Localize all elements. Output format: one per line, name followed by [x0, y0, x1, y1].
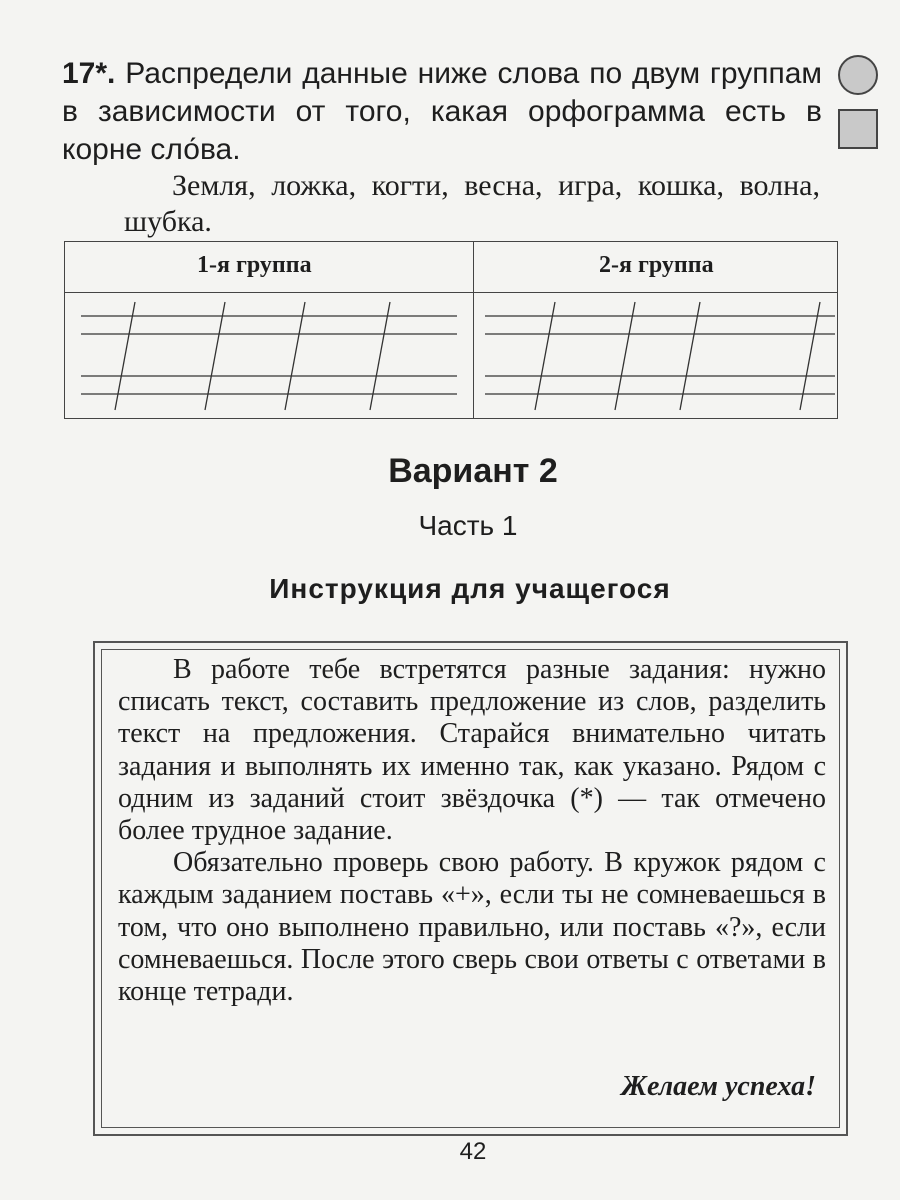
task-text: Распредели данные ниже слова по двум группам в зависимости от того, какая орфограмма есть в корне сло́ва.: [62, 57, 823, 166]
group-2-header: 2-я группа: [599, 252, 714, 278]
instruction-paragraph-2: Обязательно проверь свою работу. В кружок рядом с каждым заданием поставь «+», если ты не сомневаешься в том, что оно выполнено правильно, или поставь «?», если сомневаешься. После этого сверь свои ответы с ответами в конце тетради.: [118, 847, 826, 1008]
groups-table: [64, 241, 838, 419]
check-square-icon[interactable]: [838, 109, 878, 149]
instruction-paragraph-1: В работе тебе встретятся разные задания: нужно списать текст, составить предложение из слов, разделить текст на предложения. Старайся внимательно читать задания и выполнять их именно так, как указано. Рядом с одним из заданий стоит звёздочка (*) — так отмечено более трудное задание.: [118, 654, 826, 847]
task-number: 17*.: [62, 57, 116, 90]
word-list: Земля, ложка, когти, весна, игра, кошка, волна, шубка.: [124, 169, 820, 238]
wish-text: Желаем успеха!: [621, 1071, 816, 1102]
variant-title: Вариант 2: [388, 452, 558, 490]
writing-lines[interactable]: [65, 292, 837, 418]
groups-table-header: [65, 242, 837, 293]
instruction-text: [118, 654, 826, 1008]
instruction-title: Инструкция для учащегося: [269, 573, 671, 604]
part-title: Часть 1: [418, 510, 518, 541]
page-number: 42: [459, 1138, 487, 1165]
task-statement: [62, 55, 822, 169]
task-17: [62, 55, 822, 169]
group-1-header: 1-я группа: [197, 252, 312, 278]
self-check-markers: [838, 55, 878, 149]
answer-circle-icon[interactable]: [838, 55, 878, 95]
